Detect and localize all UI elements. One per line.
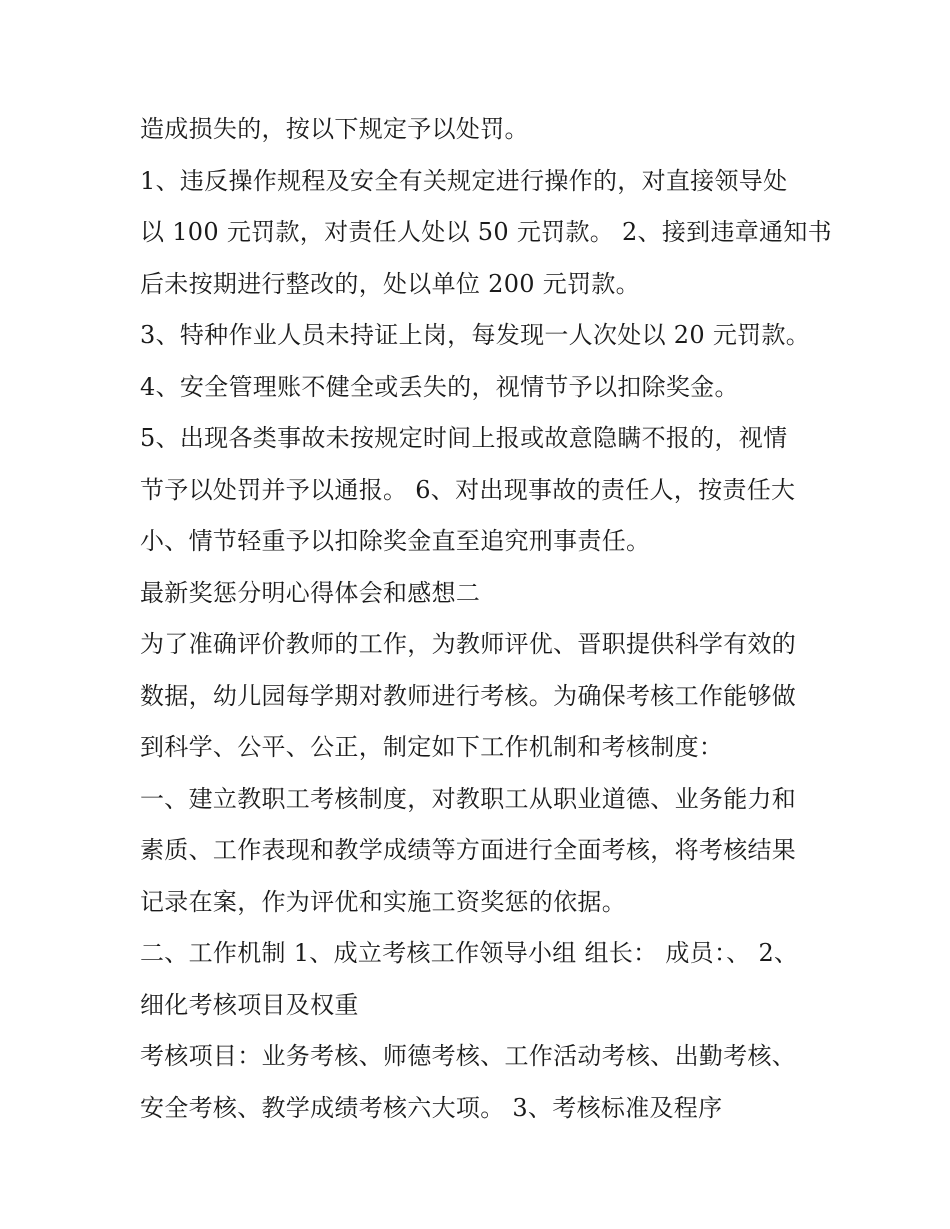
section-heading: 最新奖惩分明心得体会和感想二 <box>140 578 481 607</box>
text-line: 为了准确评价教师的工作，为教师评优、晋职提供科学有效的 <box>140 630 797 658</box>
text-line: 安全考核、教学成绩考核六大项。 3、考核标准及程序 <box>140 1093 723 1122</box>
text-line: 1、违反操作规程及安全有关规定进行操作的，对直接领导处 <box>140 166 788 195</box>
text-line: 造成损失的，按以下规定予以处罚。 <box>140 115 529 143</box>
text-line: 3、特种作业人员未持证上岗，每发现一人次处以 20 元罚款。 <box>140 321 811 349</box>
text-line: 以 100 元罚款，对责任人处以 50 元罚款。 2、接到违章通知书 <box>140 218 832 246</box>
text-line: 后未按期进行整改的，处以单位 200 元罚款。 <box>140 269 640 298</box>
text-line: 小、情节轻重予以扣除奖金直至追究刑事责任。 <box>140 527 651 555</box>
text-line: 考核项目：业务考核、师德考核、工作活动考核、出勤考核、 <box>140 1042 797 1070</box>
text-line: 二、工作机制 1、成立考核工作领导小组 组长： 成员：、 2、 <box>140 939 799 967</box>
text-line: 一、建立教职工考核制度，对教职工从职业道德、业务能力和 <box>140 784 797 813</box>
text-line: 4、安全管理账不健全或丢失的，视情节予以扣除奖金。 <box>140 372 739 401</box>
text-line: 数据，幼儿园每学期对教师进行考核。为确保考核工作能够做 <box>140 681 797 710</box>
text-line: 5、出现各类事故未按规定时间上报或故意隐瞒不报的，视情 <box>140 424 788 452</box>
text-line: 到科学、公平、公正，制定如下工作机制和考核制度： <box>140 733 724 761</box>
text-line: 素质、工作表现和教学成绩等方面进行全面考核，将考核结果 <box>140 836 797 864</box>
text-line: 节予以处罚并予以通报。 6、对出现事故的责任人，按责任大 <box>140 475 796 504</box>
text-line: 记录在案，作为评优和实施工资奖惩的依据。 <box>140 887 626 916</box>
document-body <box>140 104 830 1134</box>
text-line: 细化考核项目及权重 <box>140 990 359 1019</box>
